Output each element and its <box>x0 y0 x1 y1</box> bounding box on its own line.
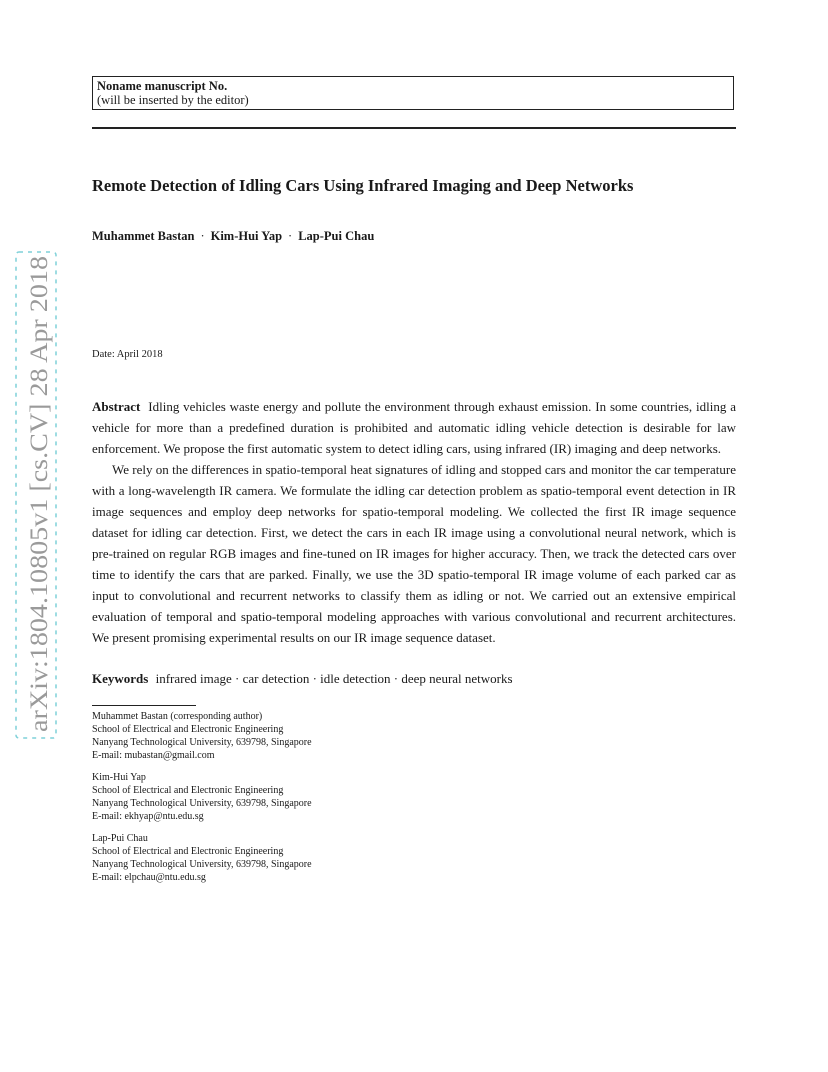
abstract-paragraph <box>92 396 736 459</box>
header-rule <box>92 127 736 129</box>
abstract-text: Idling vehicles waste energy and pollute the environment through exhaust emission. In some countries, idling a vehicle for more than a predefined duration is prohibited and automatic idling vehicle detection is desirable for law enforcement. We propose the first automatic system to detect idling cars, using infrared (IR) imaging and deep networks. <box>92 399 737 456</box>
affiliation-email: E-mail: elpchau@ntu.edu.sg <box>92 872 206 883</box>
footnote-rule <box>92 705 196 706</box>
keywords <box>92 670 736 688</box>
author-name: Muhammet Bastan <box>92 229 195 243</box>
affiliation-block <box>92 832 492 884</box>
editor-notice-box <box>92 76 734 110</box>
editor-note: (will be inserted by the editor) <box>97 93 249 107</box>
author-separator: · <box>200 229 205 243</box>
affiliation-school: School of Electrical and Electronic Engineering <box>92 846 284 857</box>
affiliation-university: Nanyang Technological University, 639798, Singapore <box>92 798 312 809</box>
affiliation-university: Nanyang Technological University, 639798, Singapore <box>92 859 312 870</box>
affiliation-block <box>92 771 492 823</box>
paper-date: Date: April 2018 <box>92 349 163 360</box>
affiliations <box>92 710 492 893</box>
author-list <box>92 229 374 244</box>
affiliation-name: Kim-Hui Yap <box>92 772 146 783</box>
abstract-label: Abstract <box>92 399 141 414</box>
abstract-paragraph: We rely on the differences in spatio-temporal heat signatures of idling and stopped cars and monitor the car temperature with a long-wavelength IR camera. We formulate the idling car detection problem as spatio-temporal event detection in IR image sequences and employ deep networks for spatio-temporal modeling. We collected the first IR image sequence dataset for idling car detection. First, we detect the cars in each IR image using a convolutional neural network, which is pre-trained on regular RGB images and fine-tuned on IR images for higher accuracy. Then, we track the detected cars over time to identify the cars that are parked. Finally, we use the 3D spatio-temporal IR image volume of each parked car as input to convolutional and recurrent networks to classify them as idling or not. We carried out an extensive empirical evaluation of temporal and spatio-temporal modeling approaches with various convolutional and recurrent architectures. We present promising experimental results on our IR image sequence dataset. <box>92 462 736 645</box>
affiliation-school: School of Electrical and Electronic Engineering <box>92 785 284 796</box>
affiliation-school: School of Electrical and Electronic Engineering <box>92 724 284 735</box>
affiliation-block <box>92 710 492 762</box>
arxiv-stamp <box>12 250 60 740</box>
paper-title: Remote Detection of Idling Cars Using Infrared Imaging and Deep Networks <box>92 176 634 195</box>
affiliation-name: Lap-Pui Chau <box>92 833 148 844</box>
arxiv-id: arXiv:1804.10805v1 [cs.CV] 28 Apr 2018 <box>26 308 53 732</box>
affiliation-email: E-mail: ekhyap@ntu.edu.sg <box>92 811 204 822</box>
affiliation-university: Nanyang Technological University, 639798, Singapore <box>92 737 312 748</box>
affiliation-email: E-mail: mubastan@gmail.com <box>92 750 215 761</box>
author-name: Kim-Hui Yap <box>210 229 283 243</box>
keywords-label: Keywords <box>92 671 149 686</box>
author-name: Lap-Pui Chau <box>298 229 375 243</box>
abstract <box>92 396 736 648</box>
affiliation-name: Muhammet Bastan (corresponding author) <box>92 711 263 722</box>
manuscript-number: Noname manuscript No. <box>97 79 228 93</box>
keywords-text: infrared image · car detection · idle detection · deep neural networks <box>155 671 513 686</box>
author-separator: · <box>288 229 293 243</box>
